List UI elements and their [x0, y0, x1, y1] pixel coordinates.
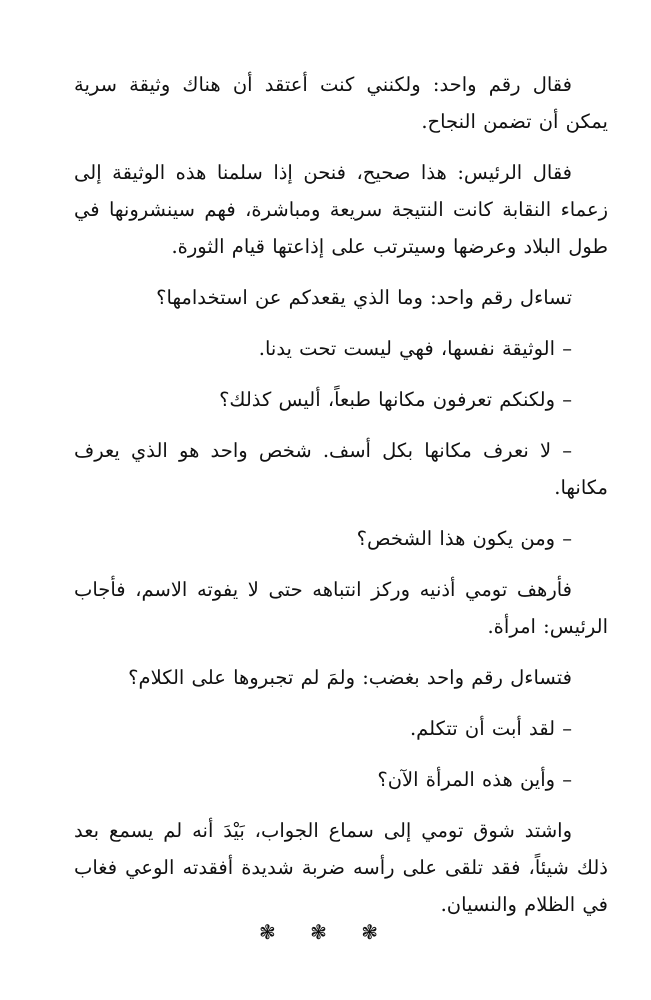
paragraph-2: فقال الرئيس: هذا صحيح، فنحن إذا سلمنا هذه الوثيقة إلى زعماء النقابة كانت النتيجة سريعة ومباشرة، فهم سينشرونها في طول البلاد وعرضها وسيترتب على إذاعتها قيام الثورة.	[74, 161, 608, 258]
paragraph-7: – ومن يكون هذا الشخص؟	[356, 527, 572, 550]
paragraph-8: فأرهف تومي أذنيه وركز انتباهه حتى لا يفوته الاسم، فأجاب الرئيس: امرأة.	[74, 578, 608, 638]
paragraph-3: تساءل رقم واحد: وما الذي يقعدكم عن استخدامها؟	[156, 286, 572, 309]
paragraph-6: – لا نعرف مكانها بكل أسف. شخص واحد هو الذي يعرف مكانها.	[74, 439, 608, 499]
paragraph-11: – وأين هذه المرأة الآن؟	[377, 768, 572, 791]
paragraph-4: – الوثيقة نفسها، فهي ليست تحت يدنا.	[258, 337, 572, 360]
paragraph-12: واشتد شوق تومي إلى سماع الجواب، بَيْدَ أنه لم يسمع بعد ذلك شيئاً، فقد تلقى على رأسه ضربة شديدة أفقدته الوعي فغاب في الظلام والنسيان.	[74, 819, 608, 916]
paragraph-10: – لقد أبت أن تتكلم.	[409, 717, 572, 740]
paragraph-5: – ولكنكم تعرفون مكانها طبعاً، أليس كذلك؟	[219, 388, 572, 411]
paragraph-9: فتساءل رقم واحد بغضب: ولمَ لم تجبروها على الكلام؟	[128, 666, 572, 689]
paragraph-1: فقال رقم واحد: ولكنني كنت أعتقد أن هناك وثيقة سرية يمكن أن تضمن النجاح.	[74, 73, 608, 133]
section-separator: ❃ ❃ ❃	[259, 920, 392, 944]
